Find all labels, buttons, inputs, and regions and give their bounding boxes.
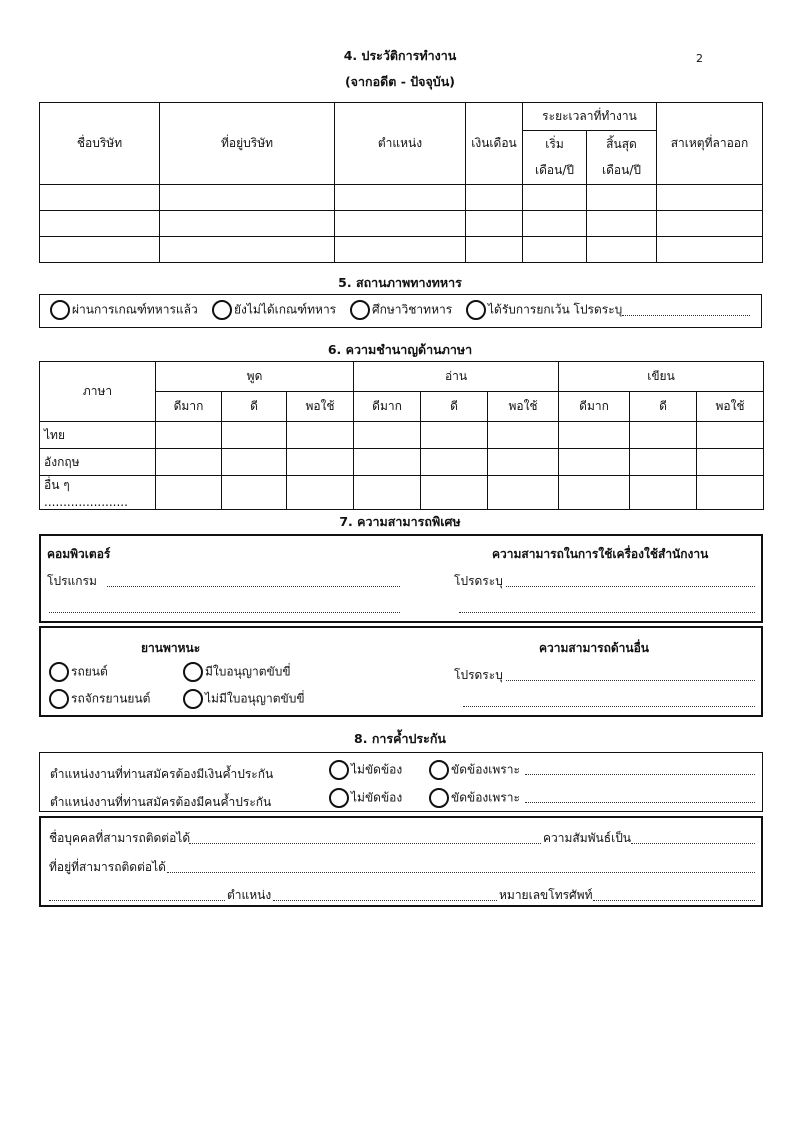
has-license-option[interactable]	[183, 662, 291, 682]
section7-title: 7. ความสามารถพิเศษ	[339, 514, 461, 529]
exempt-reason-field[interactable]	[622, 315, 750, 316]
guarantee-money-question: ตำแหน่งงานที่ท่านสมัครต้องมีเงินค้ำประกัน	[50, 767, 274, 781]
header-start-unit: เดือน/ปี	[523, 158, 587, 185]
language-row	[40, 476, 764, 510]
cell[interactable]	[287, 422, 354, 449]
program-label: โปรแกรม	[47, 574, 97, 588]
money-not-objected-option[interactable]	[329, 760, 402, 780]
computer-skills-box	[39, 534, 763, 623]
cell[interactable]	[40, 185, 160, 211]
option-label: มีใบอนุญาตขับขี่	[205, 664, 291, 679]
person-not-objected-option[interactable]	[329, 788, 402, 808]
military-option-done[interactable]	[50, 300, 198, 320]
work-row	[40, 237, 763, 263]
language-english: อังกฤษ	[40, 449, 156, 476]
header-address: ที่อยู่บริษัท	[160, 103, 335, 185]
cell[interactable]	[587, 237, 657, 263]
language-row	[40, 422, 764, 449]
relation-field[interactable]	[631, 843, 755, 844]
cell[interactable]	[630, 422, 697, 449]
radio-icon[interactable]	[49, 689, 69, 709]
page-number: 2	[696, 52, 703, 65]
radio-icon[interactable]	[466, 300, 486, 320]
cell[interactable]	[630, 449, 697, 476]
option-label: รถจักรยานยนต์	[71, 691, 151, 706]
guarantee-person-question: ตำแหน่งงานที่ท่านสมัครต้องมีคนค้ำประกัน	[50, 795, 272, 809]
radio-icon[interactable]	[329, 788, 349, 808]
other-skill-field[interactable]	[506, 680, 755, 681]
office-field[interactable]	[506, 586, 755, 587]
level-good: ดี	[421, 392, 488, 422]
section4-title: 4. ประวัติการทำงาน	[343, 48, 457, 63]
level-fair: พอใช้	[488, 392, 559, 422]
cell[interactable]	[466, 237, 523, 263]
cell[interactable]	[559, 449, 630, 476]
cell[interactable]	[657, 185, 763, 211]
cell[interactable]	[156, 476, 222, 510]
language-thai: ไทย	[40, 422, 156, 449]
vehicle-heading: ยานพาหนะ	[141, 641, 201, 655]
level-excellent: ดีมาก	[156, 392, 222, 422]
cell[interactable]	[421, 422, 488, 449]
radio-icon[interactable]	[212, 300, 232, 320]
guarantee-box	[39, 752, 763, 812]
section5-title: 5. สถานภาพทางทหาร	[338, 275, 462, 290]
cell[interactable]	[523, 211, 587, 237]
radio-icon[interactable]	[49, 662, 69, 682]
level-fair: พอใช้	[697, 392, 764, 422]
option-label: ไม่มีใบอนุญาตขับขี่	[205, 691, 305, 706]
vehicle-skills-box	[39, 626, 763, 717]
cell[interactable]	[421, 476, 488, 510]
level-excellent: ดีมาก	[559, 392, 630, 422]
cell[interactable]	[335, 237, 466, 263]
header-position: ตำแหน่ง	[335, 103, 466, 185]
military-option-exempt[interactable]	[466, 300, 622, 320]
cell[interactable]	[466, 185, 523, 211]
contact-address-label: ที่อยู่ที่สามารถติดต่อได้	[49, 860, 166, 874]
header-speak: พูด	[156, 362, 354, 392]
cell[interactable]	[587, 211, 657, 237]
person-objected-option[interactable]	[429, 788, 520, 808]
header-company: ชื่อบริษัท	[40, 103, 160, 185]
office-heading: ความสามารถในการใช้เครื่องใช้สำนักงาน	[492, 547, 709, 561]
level-excellent: ดีมาก	[354, 392, 421, 422]
header-end: สิ้นสุด	[587, 131, 657, 158]
cell[interactable]	[657, 211, 763, 237]
cell[interactable]	[657, 237, 763, 263]
office-field-2[interactable]	[459, 612, 755, 613]
cell[interactable]	[335, 211, 466, 237]
header-start: เริ่ม	[523, 131, 587, 158]
cell[interactable]	[222, 449, 287, 476]
contact-box	[39, 816, 763, 907]
cell[interactable]	[523, 185, 587, 211]
header-salary: เงินเดือน	[466, 103, 523, 185]
header-reason: สาเหตุที่ลาออก	[657, 103, 763, 185]
other-skill-heading: ความสามารถด้านอื่น	[539, 641, 649, 655]
cell[interactable]	[559, 422, 630, 449]
other-skill-field-2[interactable]	[463, 706, 755, 707]
cell[interactable]	[160, 211, 335, 237]
contact-address-field-2[interactable]	[49, 900, 225, 901]
military-status-box	[39, 294, 762, 328]
cell[interactable]	[160, 237, 335, 263]
contact-position-label: ตำแหน่ง	[227, 888, 272, 902]
radio-icon[interactable]	[329, 760, 349, 780]
work-row	[40, 185, 763, 211]
option-label: ไม่ขัดข้อง	[351, 762, 403, 777]
work-row	[40, 211, 763, 237]
language-other: อื่น ๆ ......................	[40, 476, 156, 510]
computer-heading: คอมพิวเตอร์	[47, 547, 111, 561]
cell[interactable]	[488, 422, 559, 449]
vehicle-motorcycle-option[interactable]	[49, 689, 150, 709]
office-specify-label: โปรดระบุ	[454, 574, 503, 588]
money-objected-option[interactable]	[429, 760, 520, 780]
cell[interactable]	[697, 476, 764, 510]
program-field-2[interactable]	[49, 612, 400, 613]
radio-icon[interactable]	[350, 300, 370, 320]
contact-address-field[interactable]	[167, 872, 755, 873]
cell[interactable]	[354, 449, 421, 476]
military-option-training[interactable]	[350, 300, 452, 320]
option-label: ขัดข้องเพราะ	[451, 762, 520, 777]
cell[interactable]	[222, 422, 287, 449]
language-table	[39, 361, 764, 510]
section6-title: 6. ความชำนาญด้านภาษา	[327, 342, 473, 357]
cell[interactable]	[160, 185, 335, 211]
work-history-table	[39, 102, 763, 263]
option-label: ผ่านการเกณฑ์ทหารแล้ว	[72, 302, 198, 317]
radio-icon[interactable]	[429, 760, 449, 780]
cell[interactable]	[466, 211, 523, 237]
option-label: ไม่ขัดข้อง	[351, 790, 403, 805]
person-objected-reason-field[interactable]	[525, 802, 755, 803]
section4-subtitle: (จากอดีต - ปัจจุบัน)	[344, 74, 456, 89]
option-label: รถยนต์	[71, 664, 108, 679]
cell[interactable]	[335, 185, 466, 211]
cell[interactable]	[523, 237, 587, 263]
contact-position-field[interactable]	[273, 900, 497, 901]
money-objected-reason-field[interactable]	[525, 774, 755, 775]
option-label: ได้รับการยกเว้น โปรดระบุ	[488, 302, 623, 317]
option-label: ขัดข้องเพราะ	[451, 790, 520, 805]
language-row	[40, 449, 764, 476]
cell[interactable]	[222, 476, 287, 510]
cell[interactable]	[697, 449, 764, 476]
radio-icon[interactable]	[183, 662, 203, 682]
header-period: ระยะเวลาที่ทำงาน	[523, 103, 657, 131]
phone-field[interactable]	[593, 900, 755, 901]
level-fair: พอใช้	[287, 392, 354, 422]
program-field[interactable]	[107, 586, 400, 587]
cell[interactable]	[630, 476, 697, 510]
level-good: ดี	[222, 392, 287, 422]
cell[interactable]	[287, 476, 354, 510]
header-read: อ่าน	[354, 362, 559, 392]
no-license-option[interactable]	[183, 689, 305, 709]
cell[interactable]	[587, 185, 657, 211]
cell[interactable]	[354, 422, 421, 449]
contact-name-label: ชื่อบุคคลที่สามารถติดต่อได้	[49, 831, 191, 845]
cell[interactable]	[40, 237, 160, 263]
option-label: ศึกษาวิชาทหาร	[372, 302, 453, 317]
cell[interactable]	[40, 211, 160, 237]
cell[interactable]	[421, 449, 488, 476]
cell[interactable]	[354, 476, 421, 510]
radio-icon[interactable]	[183, 689, 203, 709]
phone-label: หมายเลขโทรศัพท์	[499, 888, 593, 902]
radio-icon[interactable]	[50, 300, 70, 320]
cell[interactable]	[488, 476, 559, 510]
radio-icon[interactable]	[429, 788, 449, 808]
cell[interactable]	[287, 449, 354, 476]
section8-title: 8. การค้ำประกัน	[354, 731, 446, 746]
header-language: ภาษา	[40, 362, 156, 422]
header-write: เขียน	[559, 362, 764, 392]
cell[interactable]	[697, 422, 764, 449]
cell[interactable]	[559, 476, 630, 510]
cell[interactable]	[488, 449, 559, 476]
contact-name-field[interactable]	[189, 843, 541, 844]
relation-label: ความสัมพันธ์เป็น	[543, 831, 632, 845]
military-option-not-yet[interactable]	[212, 300, 336, 320]
other-specify-label: โปรดระบุ	[454, 668, 503, 682]
cell[interactable]	[156, 449, 222, 476]
vehicle-car-option[interactable]	[49, 662, 108, 682]
header-end-unit: เดือน/ปี	[587, 158, 657, 185]
level-good: ดี	[630, 392, 697, 422]
cell[interactable]	[156, 422, 222, 449]
option-label: ยังไม่ได้เกณฑ์ทหาร	[234, 302, 337, 317]
